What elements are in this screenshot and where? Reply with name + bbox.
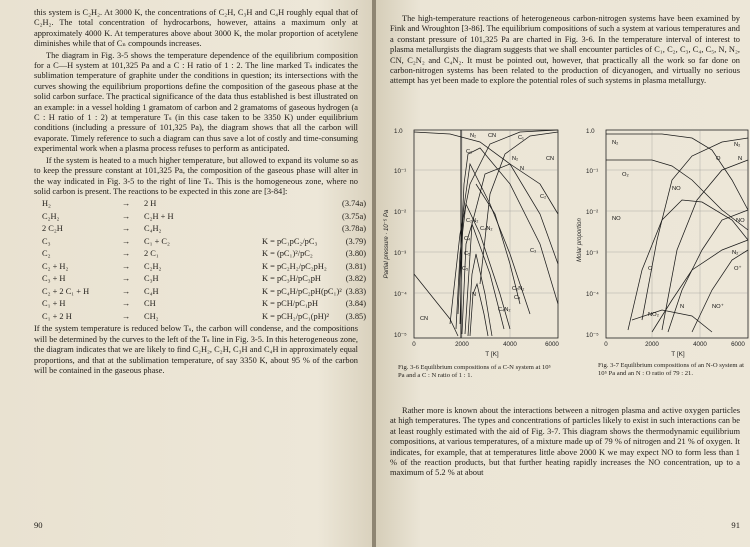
fig6-ytick: 10⁻¹ (394, 168, 407, 175)
right-text-column-lower (390, 406, 740, 480)
reaction-row: C₁ + 2 H → CH₂ K = pCH₂/pC₁(pH)² (3.85) (42, 311, 366, 321)
fig6-xtick: 0 (412, 341, 416, 348)
fig6-label-c2n2-b: C₂N₂ (512, 286, 525, 292)
fig7-curves (606, 134, 748, 332)
fig6-ytick: 10⁻³ (394, 250, 407, 257)
fig6-label-c2n2: C₂N₂ (466, 218, 479, 224)
fig7-label-no-plus: NO⁺ (712, 304, 724, 310)
paragraph: this system is C₂H₂. At 3000 K, the concentrations of C₂H, C₃H and C₄H roughly equal that of C₂H₂. The total concentration of hydrocarbons, however, attains a maximum only at approximately 4000 K. At temperatures above about 3000 K, the molar proportion of acetylene diminishes while that of Cₙ compounds increases. (34, 8, 358, 49)
fig6-xtick-labels (412, 341, 559, 348)
fig7-x-axis-label: T [K] (671, 351, 685, 358)
paragraph: The diagram in Fig. 3-5 shows the temperature dependence of the equilibrium composition for a C—H system at 101,325 Pa and a C : H ratio of 1 : 2. The line marked Tₛ indicates the sublimation temperature of graphite under the conditions in question; its intersections with the curves showing the equilibrium proportions define the composition of the gaseous phase at the solid carbon surface. The practical significance of the data thus established is best illustrated on an example: in a vessel holding 1 gramatom of carbon and 2 gramatoms of gaseous hydrogen (a C : H ratio of 1 : 2) at temperature Tₛ (in this case taken to be 3350 K) under equilibrium conditions (including a pressure of 101,325 Pa), the diagram shows that all the carbon will evaporate. Timely reference to such a diagram can thus save a lot of costly and time-consuming experimental work when a plasma process refuses to perform as anticipated. (34, 50, 358, 154)
reaction-row: C₂ + H₂ → C₂H₂ K = pC₂H₂/pC₂pH₂ (3.81) (42, 261, 366, 271)
fig6-label-c5-b: C₅ (462, 266, 469, 272)
right-page (376, 0, 750, 547)
fig7-ytick: 10⁻³ (586, 250, 599, 257)
fig6-xtick: 2000 (455, 341, 469, 348)
fig6-label-c1: C₁ (518, 135, 524, 141)
fig7-y-axis-label: Molar proportion (577, 218, 583, 262)
reaction-row: C₂ + 2 C₁ + H → C₄H K = pC₄H/pC₂pH(pC₁)² (3.83) (42, 286, 366, 296)
fig6-curves (414, 130, 558, 336)
fig7-label-n: N (738, 156, 743, 162)
fig7-curve-labels (612, 140, 745, 318)
fig6-label-c4: C₄ (464, 236, 471, 242)
reaction-row: H₂ → 2 H (3.74a) (42, 199, 366, 209)
fig6-label-c2: C₂ (466, 149, 473, 155)
fig7-label-o-plus: O⁺ (734, 266, 742, 272)
figure-3-7 (572, 120, 750, 360)
fig7-ytick: 10⁻¹ (586, 168, 599, 175)
reaction-row: 2 C₂H → C₄H₂ (3.78a) (42, 224, 366, 234)
fig7-label-n2: N₂ (612, 140, 619, 146)
fig6-label-c3: C₃ (530, 248, 537, 254)
fig6-label-c4n2: C₄N₂ (480, 226, 493, 232)
fig6-ytick: 10⁻⁵ (394, 332, 407, 339)
paragraph: If the system is heated to a much higher temperature, but allowed to expand its volume so as to keep the pressure constant at 101,325 Pa, the composition of the gaseous phase will alter in the way indicated in Fig. 3-5 to the right of line Tₛ. This is the homogeneous zone, where no solid carbon is present. The reactions to be expected in this zone are [3-84]: (34, 155, 358, 196)
fig7-label-no2: NO₂ (648, 312, 659, 318)
fig6-ytick: 10⁻² (394, 209, 407, 216)
fig7-xtick: 0 (604, 341, 608, 348)
fig7-ytick: 1.0 (586, 128, 595, 135)
fig7-label-n2-b: N₂ (734, 142, 741, 148)
fig6-ytick: 10⁻⁴ (394, 291, 407, 298)
paragraph: If the system temperature is reduced below Tₛ, the carbon will condense, and the compositions will be determined by the curves to the left of the Tₛ line in Fig. 3-5. In this heterogeneous zone, the diagram indicates that we are likely to find C₂H₂, C₂H, C₃H and C₄H in approximately equal proportions, and that at the sublimation temperature, of say 3350 K, about 95 % of the carbon will be contained in the gaseous phase. (34, 324, 358, 375)
fig7-xtick: 4000 (693, 341, 707, 348)
reaction-row: C₃ + H → C₃H K = pC₃H/pC₃pH (3.82) (42, 274, 366, 284)
fig6-label-n: N (520, 166, 525, 172)
right-text-column (390, 14, 740, 88)
reaction-row: C₂ → 2 C₁ K = (pC₁)²/pC₂ (3.80) (42, 249, 366, 259)
fig7-ytick-labels (586, 128, 599, 339)
fig7-label-o: O (716, 156, 721, 162)
left-page (0, 0, 374, 547)
fig7-ytick: 10⁻⁴ (586, 291, 599, 298)
fig6-label-cn-b: CN (546, 156, 555, 162)
left-text-column (34, 8, 366, 377)
fig6-label-cn: CN (488, 133, 497, 139)
fig7-label-no: NO (672, 186, 681, 192)
fig6-curve-labels (420, 133, 554, 322)
page-number: 90 (34, 520, 43, 530)
fig7-label-o-b: O (648, 266, 653, 272)
fig6-axes (414, 130, 558, 338)
fig6-ytick: 1.0 (394, 128, 403, 135)
fig6-label-c5: C₅ (464, 251, 471, 257)
fig6-y-axis-label: Partial pressure · 10⁻⁵ Pa (384, 209, 390, 279)
fig6-label-c4n2-b: C₄N₂ (498, 307, 511, 313)
fig7-xtick-labels (604, 341, 745, 348)
fig7-ytick: 10⁻² (586, 209, 599, 216)
fig7-caption: Fig. 3-7 Equilibrium compositions of an N-O system at 10⁵ Pa and an N : O ratio of 79 : 21. (598, 362, 744, 377)
fig6-label-c4-b: C₄ (514, 295, 521, 301)
paragraph: The high-temperature reactions of heterogeneous carbon-nitrogen systems have been examined by Fink and Wroughton [3-86]. The equilibrium compositions of such a system at various temperatures and a constant pressure of 101,325 Pa are charted in Fig. 3-6. In the temperature interval of interest to plasma metallurgists the diagram suggests that we shall encounter particles of C₁, C₂, C₃, C₄, C₅, N, N₂, CN, C₂N₂ and C₄N₂. It must be pointed out, however, that practically all the work so far done on carbon-nitrogen systems has been related to the production of dicyanogen, and virtually no serious attempt has yet been made to explore the potential roles of such systems in plasma metallurgy. (390, 14, 740, 86)
fig6-caption: Fig. 3-6 Equilibrium compositions of a C-N system at 10⁵ Pa and a C : N ratio of 1 : 1. (398, 364, 551, 379)
reaction-row: C₃ → C₁ + C₂ K = pC₁pC₂/pC₃ (3.79) (42, 236, 366, 246)
fig7-label-no-b: NO (612, 216, 621, 222)
fig6-label-c2-b: C₂ (540, 194, 547, 200)
reaction-list (34, 199, 366, 322)
fig6-label-n-b: N (472, 292, 477, 298)
paragraph: Rather more is known about the interactions between a nitrogen plasma and active oxygen particles at high temperatures. The types and concentrations of particles likely to exist in such interactions can be at least roughly estimated with the aid of Fig. 3-7. This diagram shows the thermodynamic equilibrium compositions, at various temperatures, of a mixture made up of 79 % of nitrogen and 21 % of oxygen. It indicates, for example, that at temperatures little above 2000 K we may expect NO to form less than 1 % of the reaction products, but that further heating rapidly increases the NO concentration, up to a maximum of 5.2 % at about (390, 406, 740, 478)
fig7-label-n-b: N (680, 304, 685, 310)
fig7-label-no-c: NO (736, 218, 745, 224)
fig6-label-n2: N₂ (470, 133, 477, 139)
fig6-xtick: 6000 (545, 341, 559, 348)
figure-3-6 (380, 124, 564, 362)
fig7-xtick: 6000 (731, 341, 745, 348)
fig6-label-cn-c: CN (420, 316, 429, 322)
fig7-xtick: 2000 (645, 341, 659, 348)
fig7-ytick: 10⁻⁵ (586, 332, 599, 339)
fig6-xtick: 4000 (503, 341, 517, 348)
fig6-ytick-labels (394, 128, 407, 339)
fig7-label-o2: O₂ (622, 172, 629, 178)
fig6-x-axis-label: T [K] (485, 351, 499, 358)
fig7-label-n2-c: N₂ (732, 250, 739, 256)
reaction-row: C₁ + H → CH K = pCH/pC₁pH (3.84) (42, 299, 366, 309)
reaction-row: C₂H₂ → C₂H + H (3.75a) (42, 211, 366, 221)
page-number: 91 (731, 520, 740, 530)
fig7-axes (606, 130, 748, 338)
fig6-label-n2-b: N₂ (512, 156, 519, 162)
